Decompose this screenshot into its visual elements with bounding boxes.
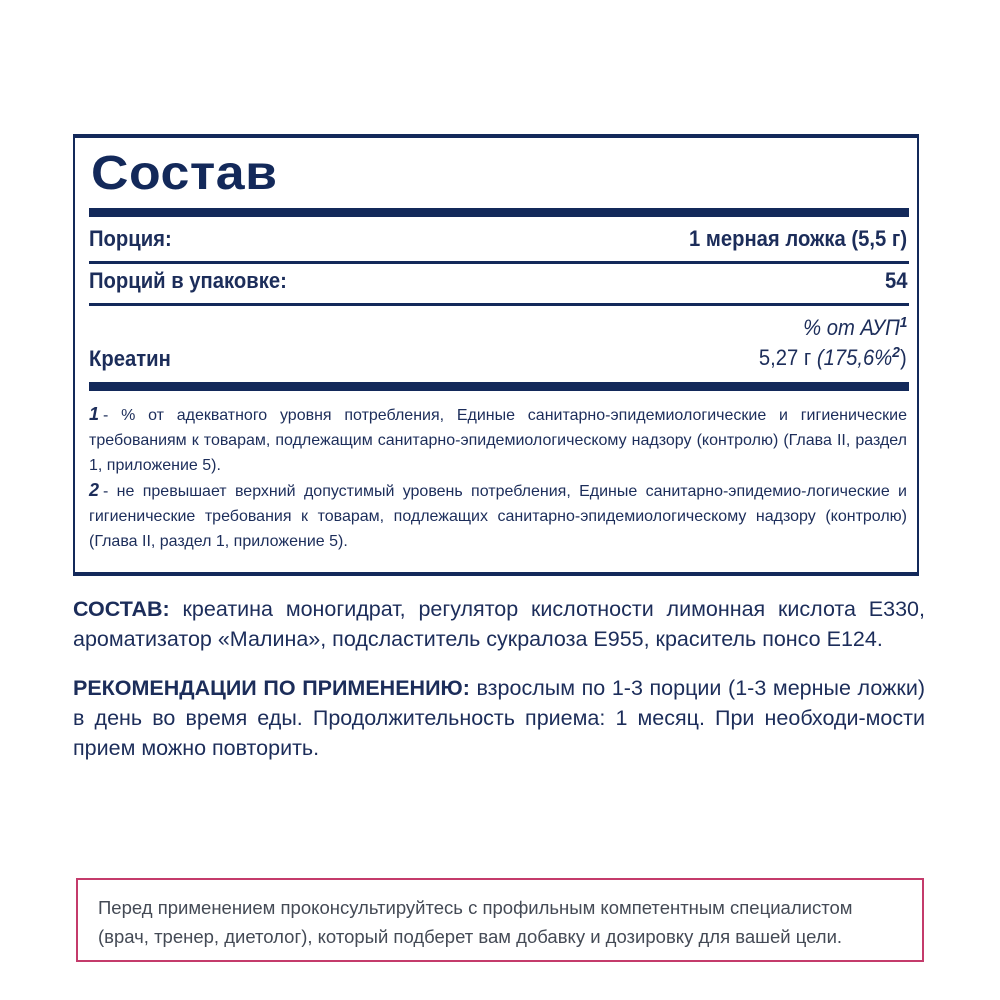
panel-title: Состав [91,147,278,200]
footnote-ref: 2 [892,344,901,361]
footnote-ref: 1 [899,314,907,331]
footnote-marker: 2 [89,480,100,500]
ingredients-divider [89,382,909,391]
ingredient-amount: 5,27 г (175,6%$^2$) [759,344,907,370]
serving-row [89,224,907,254]
footnote-2: 2 - не превышает верхний допустимый уровень потребления, Единые санитарно-эпидемио-логические и гигиенические требования к товарам, подлежащих санитарно-эпидемиологическому надзору (контролю) (Глава II, раздел 1, приложение 5). [89,480,907,550]
serving-label: Порция: [89,226,172,251]
composition-paragraph [73,594,925,654]
row-divider [89,261,909,264]
composition-label: СОСТАВ: [73,597,170,621]
servings-value: 54 [884,268,907,293]
ingredient-rda: (175,6% [817,345,893,370]
servings-per-package-row [89,266,907,296]
composition-text: креатина моногидрат, регулятор кислотности лимонная кислота E330, ароматизатор «Малина», подсластитель сукралоза E955, краситель понсо E124. [73,597,925,651]
ingredient-name: Креатин [89,346,171,371]
footnotes [89,402,907,554]
usage-paragraph [73,673,925,763]
serving-value: 1 мерная ложка (5,5 г) [688,226,907,251]
footnote-1: 1 - % от адекватного уровня потребления, Единые санитарно-эпидемиологические и гигиенические требованиям к товарам, подлежащим санитарно-эпидемиологическому надзору (контролю) (Глава II, раздел 1, приложение 5). [89,404,907,474]
consultation-notice [76,878,924,962]
row-divider [89,303,909,306]
footnote-marker: 1 [89,404,100,424]
usage-text: взрослым по 1-3 порции (1-3 мерные ложки) в день во время еды. Продолжительность приема: 1 месяц. При необходи-мости прием можно повторить. [73,676,925,760]
nutrition-panel [73,134,919,576]
title-divider [89,208,909,217]
notice-text: Перед применением проконсультируйтесь с профильным компетентным специалистом (врач, тренер, диетолог), который подберет вам добавку и дозировку для вашей цели. [98,897,853,947]
rda-column-header: % от АУП$^1$ [802,314,907,340]
servings-label: Порций в упаковке: [89,268,287,293]
usage-label: РЕКОМЕНДАЦИИ ПО ПРИМЕНЕНИЮ: [73,676,470,700]
